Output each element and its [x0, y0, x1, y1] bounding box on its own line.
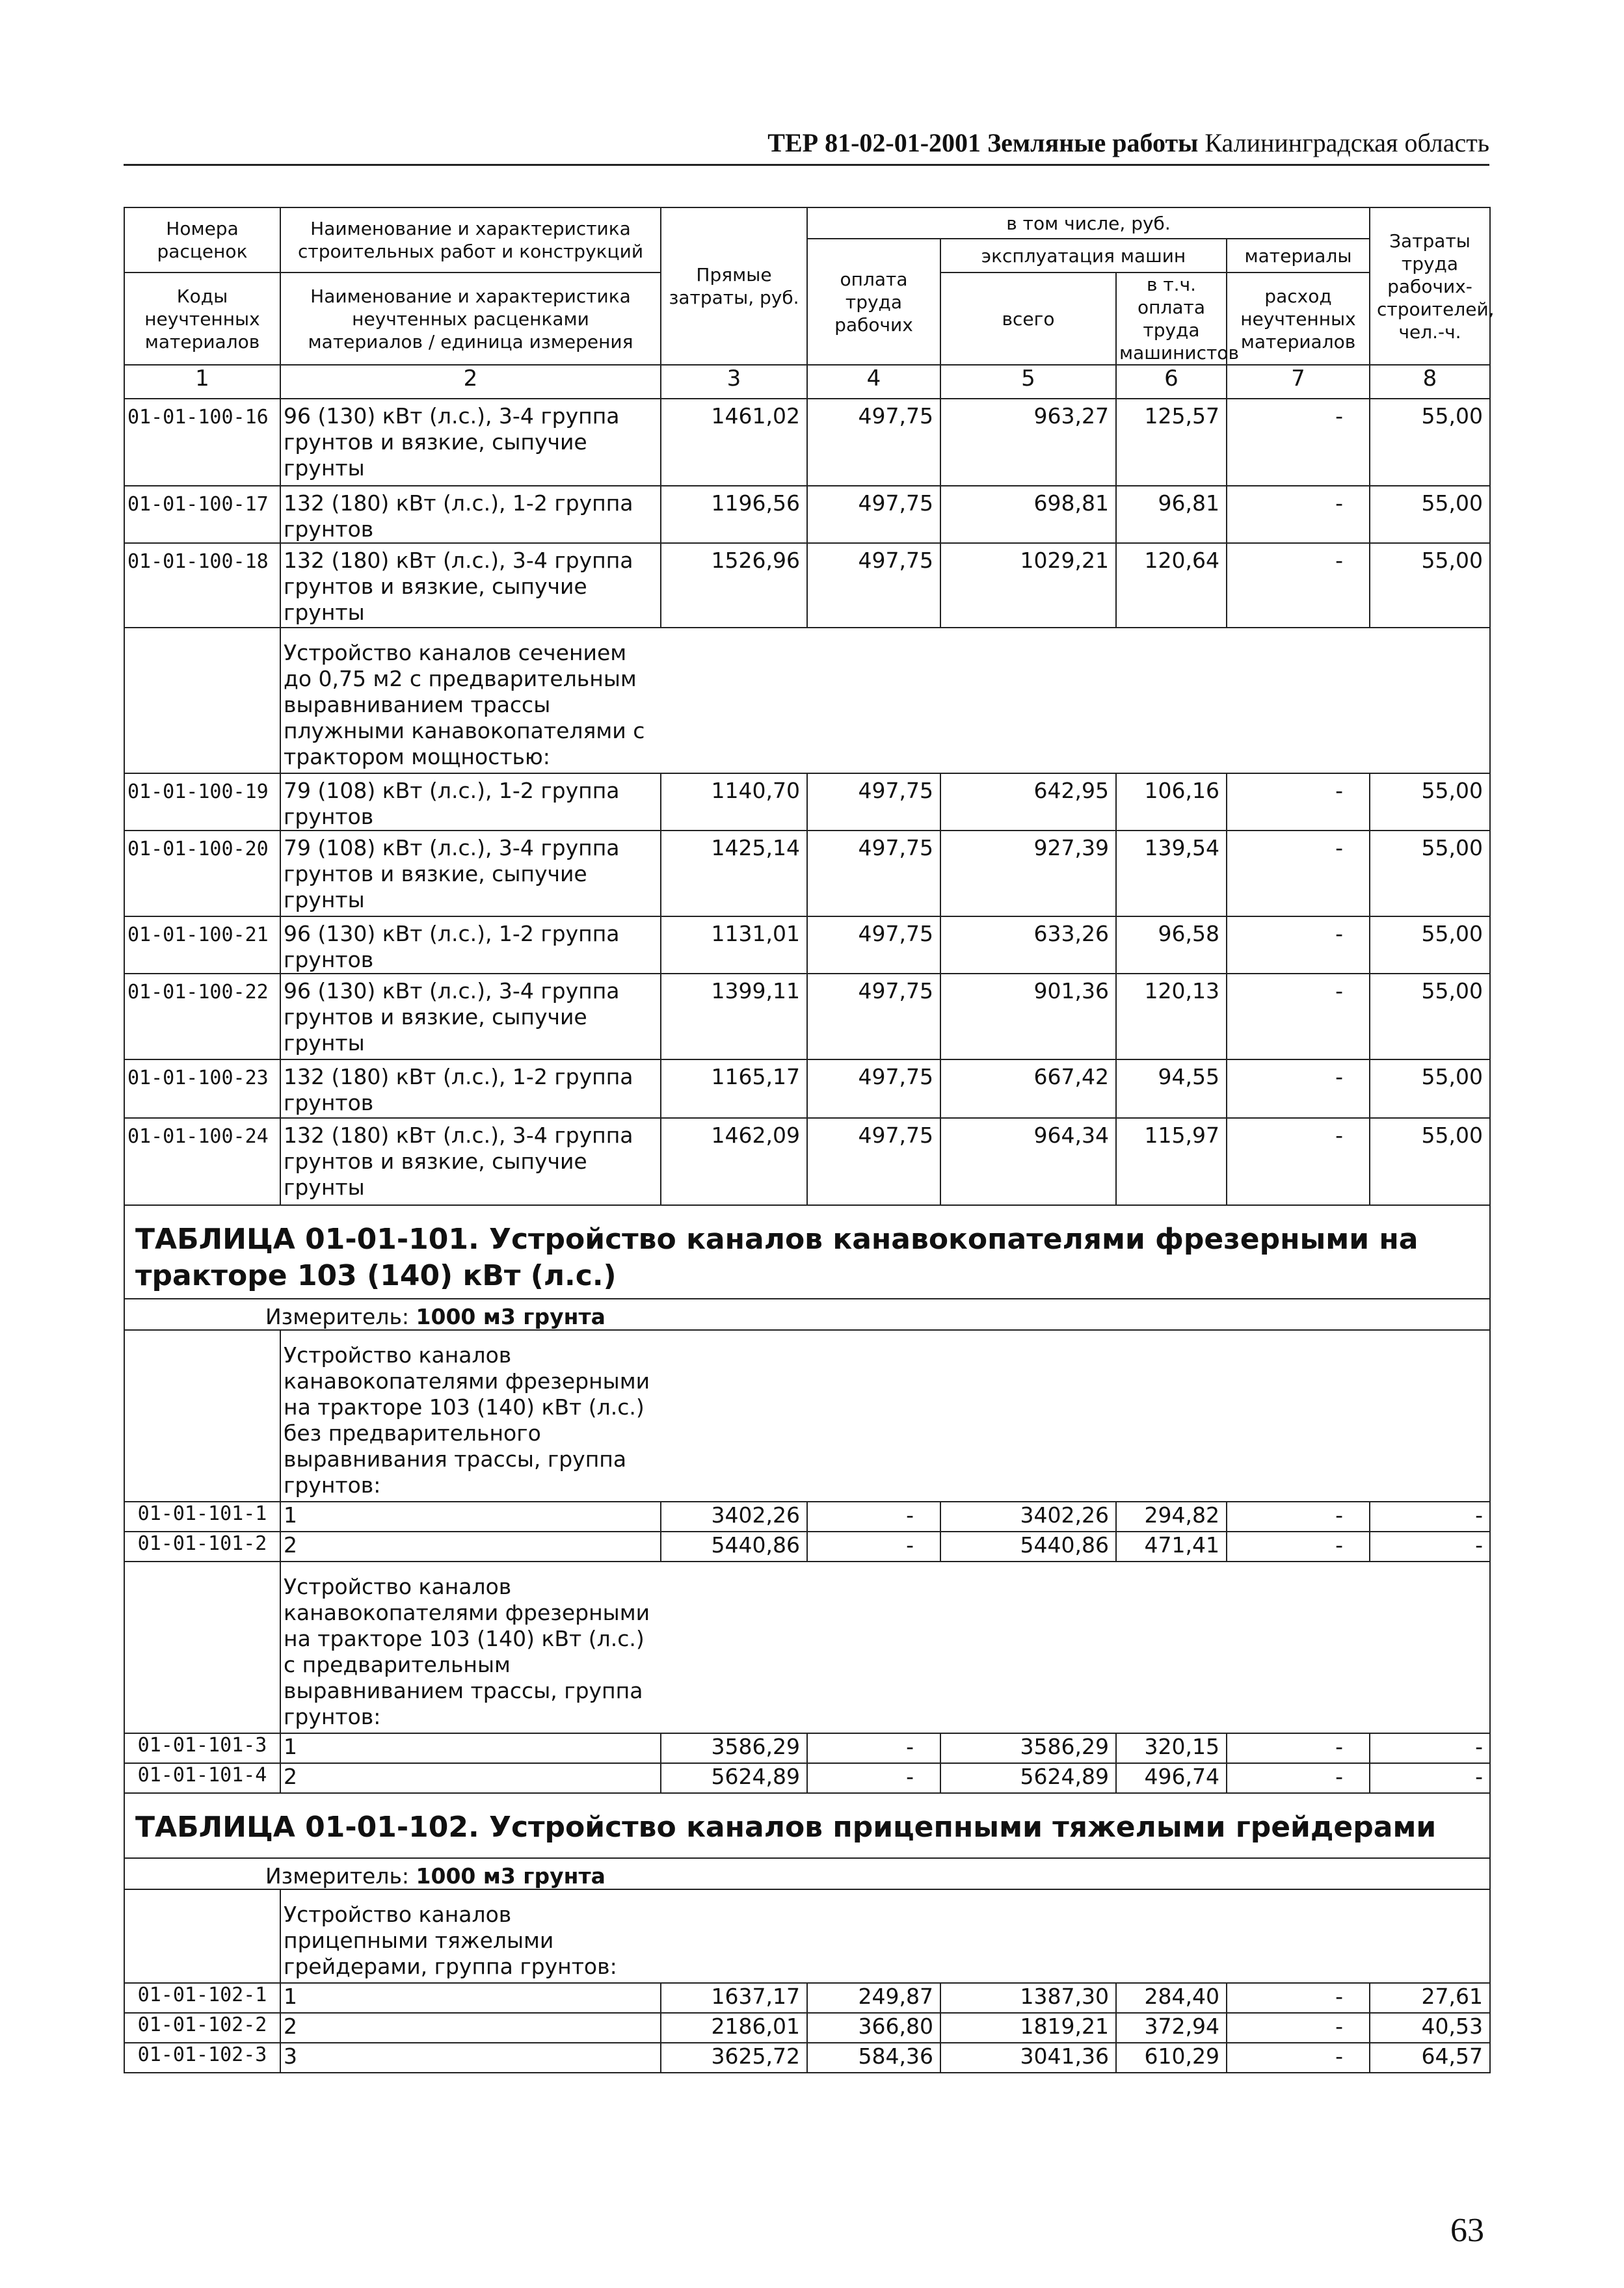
row-direct-cost: 3586,29	[661, 1733, 807, 1763]
row-machine-cost: 963,27	[940, 399, 1116, 486]
row-name: 1	[280, 1502, 661, 1532]
row-machine-cost: 3402,26	[940, 1502, 1116, 1532]
row-operator-cost: 120,13	[1116, 974, 1227, 1059]
column-number: 4	[807, 365, 940, 399]
row-labor-cost: 497,75	[807, 831, 940, 916]
subsection-row	[124, 628, 1490, 773]
meter-value: 1000 м3 грунта	[416, 1304, 606, 1329]
subsection-title: Устройство каналов канавокопателями фрезерными на тракторе 103 (140) кВт (л.с.) с предварительным выравниванием трассы, группа грунтов:	[284, 1574, 650, 1729]
meter-row	[124, 1299, 1490, 1330]
table-title-row	[124, 1793, 1490, 1858]
row-machine-cost: 1387,30	[940, 1983, 1116, 2013]
row-labor-hours: 40,53	[1370, 2013, 1490, 2043]
row-code: 01-01-100-22	[124, 974, 280, 1059]
subsection-row	[124, 1330, 1490, 1502]
row-code: 01-01-101-3	[124, 1733, 280, 1763]
row-machine-cost: 964,34	[940, 1118, 1116, 1205]
row-operator-cost: 94,55	[1116, 1059, 1227, 1118]
row-materials: -	[1227, 543, 1370, 628]
column-numbers-row	[124, 365, 1490, 399]
row-name: 2	[280, 1532, 661, 1562]
row-labor-cost: -	[807, 1763, 940, 1793]
row-labor-hours: 55,00	[1370, 1118, 1490, 1205]
row-operator-cost: 139,54	[1116, 831, 1227, 916]
row-direct-cost: 1462,09	[661, 1118, 807, 1205]
row-operator-cost: 471,41	[1116, 1532, 1227, 1562]
table-row	[124, 1763, 1490, 1793]
row-direct-cost: 1461,02	[661, 399, 807, 486]
row-machine-cost: 3041,36	[940, 2043, 1116, 2073]
row-direct-cost: 1399,11	[661, 974, 807, 1059]
row-code: 01-01-100-18	[124, 543, 280, 628]
price-table	[124, 207, 1495, 2073]
running-head	[124, 127, 1489, 158]
row-code: 01-01-102-2	[124, 2013, 280, 2043]
header-rule	[124, 164, 1489, 166]
row-code: 01-01-101-4	[124, 1763, 280, 1793]
table-body	[124, 399, 1490, 2073]
table-row	[124, 1118, 1490, 1205]
row-machine-cost: 5440,86	[940, 1532, 1116, 1562]
meter-label: Измеритель:	[265, 1304, 410, 1329]
row-labor-hours: 55,00	[1370, 1059, 1490, 1118]
column-number: 7	[1227, 365, 1370, 399]
table-row	[124, 773, 1490, 831]
row-operator-cost: 96,58	[1116, 916, 1227, 974]
table-row	[124, 916, 1490, 974]
row-machine-cost: 642,95	[940, 773, 1116, 831]
row-materials: -	[1227, 1983, 1370, 2013]
row-materials: -	[1227, 2013, 1370, 2043]
table-row	[124, 1502, 1490, 1532]
row-name: 96 (130) кВт (л.с.), 3-4 группа грунтов и вязкие, сыпучие грунты	[280, 399, 661, 486]
column-number: 1	[124, 365, 280, 399]
row-machine-cost: 1819,21	[940, 2013, 1116, 2043]
row-operator-cost: 125,57	[1116, 399, 1227, 486]
table-row	[124, 831, 1490, 916]
row-labor-hours: 55,00	[1370, 773, 1490, 831]
row-code: 01-01-102-1	[124, 1983, 280, 2013]
row-machine-cost: 633,26	[940, 916, 1116, 974]
row-labor-cost: -	[807, 1733, 940, 1763]
row-name: 1	[280, 1983, 661, 2013]
row-materials: -	[1227, 1763, 1370, 1793]
row-labor-cost: 366,80	[807, 2013, 940, 2043]
row-labor-cost: 584,36	[807, 2043, 940, 2073]
row-labor-cost: 497,75	[807, 1118, 940, 1205]
row-code: 01-01-100-21	[124, 916, 280, 974]
row-labor-cost: 497,75	[807, 399, 940, 486]
row-name: 132 (180) кВт (л.с.), 1-2 группа грунтов	[280, 1059, 661, 1118]
column-number: 6	[1116, 365, 1227, 399]
group-header-incl: в том числе, руб.	[807, 207, 1370, 239]
row-operator-cost: 120,64	[1116, 543, 1227, 628]
row-name: 79 (108) кВт (л.с.), 1-2 группа грунтов	[280, 773, 661, 831]
row-name: 2	[280, 1763, 661, 1793]
subsection-title: Устройство каналов сечением до 0,75 м2 с предварительным выравниванием трассы плужными канавокопателями с трактором мощностью:	[284, 640, 645, 769]
row-name: 132 (180) кВт (л.с.), 3-4 группа грунтов и вязкие, сыпучие грунты	[280, 543, 661, 628]
table-row	[124, 2013, 1490, 2043]
row-labor-hours: 55,00	[1370, 916, 1490, 974]
row-direct-cost: 1140,70	[661, 773, 807, 831]
row-operator-cost: 294,82	[1116, 1502, 1227, 1532]
table-row	[124, 974, 1490, 1059]
row-materials: -	[1227, 916, 1370, 974]
col3-header: Прямые затраты, руб.	[661, 207, 807, 365]
row-direct-cost: 5624,89	[661, 1763, 807, 1793]
row-machine-cost: 698,81	[940, 486, 1116, 543]
group-header-machines: эксплуатация машин	[940, 239, 1227, 273]
row-code: 01-01-100-19	[124, 773, 280, 831]
row-labor-hours: 55,00	[1370, 831, 1490, 916]
column-number: 5	[940, 365, 1116, 399]
row-name: 96 (130) кВт (л.с.), 1-2 группа грунтов	[280, 916, 661, 974]
col7-header: расход неучтенных материалов	[1227, 273, 1370, 365]
row-labor-cost: 497,75	[807, 543, 940, 628]
row-materials: -	[1227, 1532, 1370, 1562]
row-labor-cost: -	[807, 1502, 940, 1532]
col1-header-top: Номера расценок	[124, 207, 280, 273]
row-labor-cost: -	[807, 1532, 940, 1562]
row-machine-cost: 667,42	[940, 1059, 1116, 1118]
row-materials: -	[1227, 1118, 1370, 1205]
row-labor-hours: 55,00	[1370, 974, 1490, 1059]
row-code: 01-01-100-16	[124, 399, 280, 486]
row-labor-hours: 64,57	[1370, 2043, 1490, 2073]
row-code: 01-01-100-23	[124, 1059, 280, 1118]
table-row	[124, 1983, 1490, 2013]
row-materials: -	[1227, 831, 1370, 916]
row-code: 01-01-101-2	[124, 1532, 280, 1562]
column-number: 2	[280, 365, 661, 399]
row-labor-hours: -	[1370, 1763, 1490, 1793]
row-direct-cost: 2186,01	[661, 2013, 807, 2043]
col4-header: оплата труда рабочих	[807, 239, 940, 365]
row-materials: -	[1227, 773, 1370, 831]
row-direct-cost: 1637,17	[661, 1983, 807, 2013]
row-labor-hours: 55,00	[1370, 399, 1490, 486]
row-name: 1	[280, 1733, 661, 1763]
table-row	[124, 399, 1490, 486]
row-operator-cost: 496,74	[1116, 1763, 1227, 1793]
row-labor-cost: 497,75	[807, 773, 940, 831]
row-code: 01-01-100-17	[124, 486, 280, 543]
col2-header-top: Наименование и характеристика строительных работ и конструкций	[280, 207, 661, 273]
row-labor-cost: 497,75	[807, 916, 940, 974]
row-operator-cost: 96,81	[1116, 486, 1227, 543]
col6-header: в т.ч. оплата труда машинистов	[1116, 273, 1227, 365]
meter-row	[124, 1858, 1490, 1889]
subsection-row	[124, 1889, 1490, 1983]
row-labor-hours: 55,00	[1370, 543, 1490, 628]
meter-label: Измеритель:	[265, 1863, 410, 1889]
table-header	[124, 207, 1495, 399]
row-direct-cost: 1196,56	[661, 486, 807, 543]
row-name: 3	[280, 2043, 661, 2073]
row-materials: -	[1227, 1059, 1370, 1118]
row-name: 2	[280, 2013, 661, 2043]
column-number: 8	[1370, 365, 1490, 399]
row-code: 01-01-100-20	[124, 831, 280, 916]
row-name: 79 (108) кВт (л.с.), 3-4 группа грунтов и вязкие, сыпучие грунты	[280, 831, 661, 916]
document-section: Земляные работы	[987, 128, 1199, 157]
row-labor-cost: 497,75	[807, 486, 940, 543]
row-name: 132 (180) кВт (л.с.), 3-4 группа грунтов и вязкие, сыпучие грунты	[280, 1118, 661, 1205]
row-labor-cost: 249,87	[807, 1983, 940, 2013]
row-operator-cost: 115,97	[1116, 1118, 1227, 1205]
table-row	[124, 486, 1490, 543]
row-direct-cost: 5440,86	[661, 1532, 807, 1562]
row-labor-hours: -	[1370, 1532, 1490, 1562]
col1-header-bottom: Коды неучтенных материалов	[124, 273, 280, 365]
row-materials: -	[1227, 2043, 1370, 2073]
row-labor-cost: 497,75	[807, 974, 940, 1059]
table-row	[124, 1059, 1490, 1118]
row-materials: -	[1227, 1502, 1370, 1532]
row-machine-cost: 1029,21	[940, 543, 1116, 628]
subsection-row	[124, 1562, 1490, 1733]
row-name: 96 (130) кВт (л.с.), 3-4 группа грунтов и вязкие, сыпучие грунты	[280, 974, 661, 1059]
row-direct-cost: 3402,26	[661, 1502, 807, 1532]
row-operator-cost: 284,40	[1116, 1983, 1227, 2013]
row-machine-cost: 901,36	[940, 974, 1116, 1059]
col2-header-bottom: Наименование и характеристика неучтенных расценками материалов / единица измерения	[280, 273, 661, 365]
row-materials: -	[1227, 1733, 1370, 1763]
row-operator-cost: 372,94	[1116, 2013, 1227, 2043]
row-operator-cost: 610,29	[1116, 2043, 1227, 2073]
row-labor-hours: -	[1370, 1733, 1490, 1763]
document-region: Калининградская область	[1205, 128, 1489, 157]
page-number: 63	[1450, 2212, 1484, 2249]
row-materials: -	[1227, 974, 1370, 1059]
row-direct-cost: 3625,72	[661, 2043, 807, 2073]
row-direct-cost: 1425,14	[661, 831, 807, 916]
row-direct-cost: 1165,17	[661, 1059, 807, 1118]
row-materials: -	[1227, 399, 1370, 486]
row-code: 01-01-101-1	[124, 1502, 280, 1532]
row-direct-cost: 1131,01	[661, 916, 807, 974]
meter-value: 1000 м3 грунта	[416, 1863, 606, 1889]
row-labor-hours: -	[1370, 1502, 1490, 1532]
row-machine-cost: 5624,89	[940, 1763, 1116, 1793]
row-machine-cost: 3586,29	[940, 1733, 1116, 1763]
subsection-title: Устройство каналов прицепными тяжелыми грейдерами, группа грунтов:	[284, 1902, 617, 1979]
table-row	[124, 1532, 1490, 1562]
col5-header: всего	[940, 273, 1116, 365]
row-labor-cost: 497,75	[807, 1059, 940, 1118]
table-row	[124, 1733, 1490, 1763]
row-direct-cost: 1526,96	[661, 543, 807, 628]
row-operator-cost: 106,16	[1116, 773, 1227, 831]
group-header-materials: материалы	[1227, 239, 1370, 273]
document-code: ТЕР 81-02-01-2001	[767, 128, 981, 157]
row-operator-cost: 320,15	[1116, 1733, 1227, 1763]
row-materials: -	[1227, 486, 1370, 543]
subsection-title: Устройство каналов канавокопателями фрезерными на тракторе 103 (140) кВт (л.с.) без предварительного выравнивания трассы, группа грунтов:	[284, 1342, 650, 1498]
row-machine-cost: 927,39	[940, 831, 1116, 916]
column-number: 3	[661, 365, 807, 399]
table-row	[124, 2043, 1490, 2073]
row-name: 132 (180) кВт (л.с.), 1-2 группа грунтов	[280, 486, 661, 543]
table-101-title: ТАБЛИЦА 01-01-101. Устройство каналов канавокопателями фрезерными на тракторе 103 (140) кВт (л.с.)	[124, 1205, 1490, 1299]
row-labor-hours: 27,61	[1370, 1983, 1490, 2013]
col8-header: Затраты труда рабочих-строителей, чел.-ч.	[1370, 207, 1490, 365]
table-title-row	[124, 1205, 1490, 1299]
table-row	[124, 543, 1490, 628]
row-code: 01-01-100-24	[124, 1118, 280, 1205]
row-labor-hours: 55,00	[1370, 486, 1490, 543]
row-code: 01-01-102-3	[124, 2043, 280, 2073]
table-102-title: ТАБЛИЦА 01-01-102. Устройство каналов прицепными тяжелыми грейдерами	[124, 1793, 1490, 1858]
